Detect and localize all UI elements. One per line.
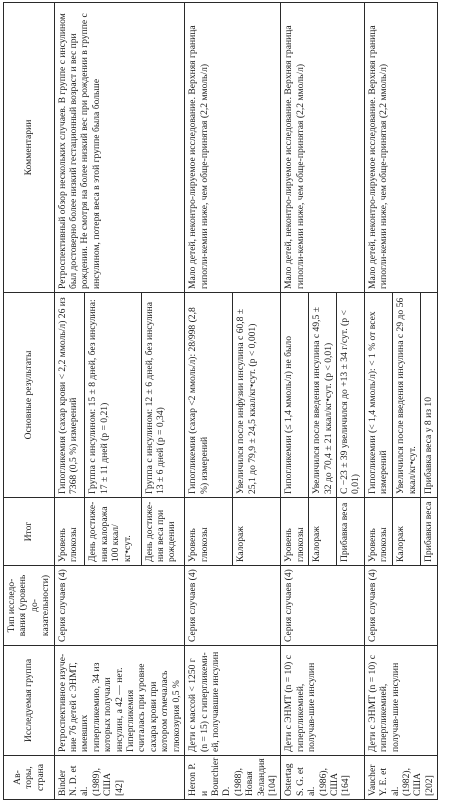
result-cell: Гипогликемия (сахар крови < 2,2 ммоль/л) 26 из 7368 (0,5 %) измерений [54, 293, 85, 498]
author-cell: Ostertag S. G. et al. (1986), США [164] [281, 756, 364, 800]
outcome-cell: Уровень глюкозы [185, 498, 233, 566]
group-cell: Дети с ЭНМТ (n = 10) с гипергликемией, получав-шие инсулин [364, 646, 437, 756]
header-outcome: Итог [4, 498, 55, 566]
comments-cell: Мало детей, неконтро-лируемое исследование. Верхняя граница гипогли-кемии ниже, чем обще-принятая (2,2 ммоль/л) [364, 3, 437, 293]
table-row [364, 3, 392, 800]
outcome-cell: Уровень глюкозы [364, 498, 392, 566]
header-author: Ав-торы, страна [4, 756, 55, 800]
result-cell: Группа с инсулином: 12 ± 6 дней, без инсулина 13 ± 6 дней (р = 0,34) [141, 293, 185, 498]
author-cell: Vaucher Y. E. et al. (1982), США [202] [364, 756, 437, 800]
result-cell: Прибавка веса у 8 из 10 [421, 293, 438, 498]
header-group: Исследуемая группа [4, 646, 55, 756]
author-cell: Heron P. и Bourchier D. (1988), Новая Зеландия [104] [185, 756, 281, 800]
table-row [185, 3, 233, 800]
comments-cell: Ретроспективный обзор нескольких случаев. В группе с инсулином был достоверно более низкий гестационный возраст и вес при рождении. Не смотря на более низкий вес при рождении в группе с инсулином, потеря веса в этой группе была больше [54, 3, 184, 293]
header-results: Основные результаты [4, 293, 55, 498]
outcome-cell: День достиже-ния калоража 100 ккал/кг•сут. [85, 498, 141, 566]
type-cell: Серия случаев (4) [364, 566, 437, 646]
group-cell: Ретроспективное изуче-ние 76 детей с ЭНМТ, имевших гипергликемию, 34 из которых получали инсулин, а 42 — нет. Гипергликемия считалась при уровне сахара крови при котором отмечалась глюкозурия 0,5 % [54, 646, 184, 756]
result-cell: С −23 ± 39 увеличился до +13 ± 34 г/сут. (р < 0,01) [336, 293, 364, 498]
outcome-cell: Калораж [233, 498, 281, 566]
outcome-cell: Уровень глюкозы [281, 498, 309, 566]
type-cell: Серия случаев (4) [185, 566, 281, 646]
comments-cell: Мало детей, неконтро-лируемое исследование. Верхняя граница гипогли-кемии ниже, чем обще-принятая (2,2 ммоль/л) [185, 3, 281, 293]
author-cell: Binder N. D. et al. (1989), США [42] [54, 756, 184, 800]
outcome-cell: Калораж [309, 498, 337, 566]
group-cell: Дети с ЭНМТ (n = 10) с гипергликемией, получав-шие инсулин [281, 646, 364, 756]
result-cell: Гипогликемия (сахар <2 ммоль/л): 28/998 (2,8 %) измерений [185, 293, 233, 498]
table-row [281, 3, 309, 800]
type-cell: Серия случаев (4) [54, 566, 184, 646]
studies-table [3, 2, 438, 800]
outcome-cell: Прибавки веса [421, 498, 438, 566]
header-row [4, 3, 55, 800]
outcome-cell: Прибавка веса [336, 498, 364, 566]
result-cell: Увеличился после введения инсулина с 49,5 ± 32 до 70,4 ± 21 ккал/кг•сут. (р < 0,01) [309, 293, 337, 498]
result-cell: Гипогликемии (≤ 1,4 ммоль/л) не было [281, 293, 309, 498]
comments-cell: Мало детей, неконтро-лируемое исследование. Верхняя граница гипогли-кемии ниже, чем обще-принятая (2,2 ммоль/л) [281, 3, 364, 293]
result-cell: Гипогликемии (< 1,4 ммоль/л): < 1 % от всех измерений [364, 293, 392, 498]
result-cell: Увеличился после инфузии инсулина с 60,8 ± 25,1 до 79,9 ± 24,5 ккал/кг•сут. (р < 0,001) [233, 293, 281, 498]
header-comments: Комментарии [4, 3, 55, 293]
outcome-cell: Калораж [393, 498, 421, 566]
result-cell: Увеличился после введения инсулина с 29 до 56 ккал/кг•сут. [393, 293, 421, 498]
group-cell: Дети с массой < 1250 г (n = 15) с гипергликеми-ей, получавшие инсулин [185, 646, 281, 756]
header-type: Тип исследо-вания (уровень до-казательности) [4, 566, 55, 646]
table-row [54, 3, 85, 800]
result-cell: Группа с инсулином: 15 ± 8 дней, без инсулина: 17 ± 11 дней (р = 0,21) [85, 293, 141, 498]
type-cell: Серия случаев (4) [281, 566, 364, 646]
outcome-cell: День достиже-ния веса при рождении [141, 498, 185, 566]
outcome-cell: Уровень глюкозы [54, 498, 85, 566]
